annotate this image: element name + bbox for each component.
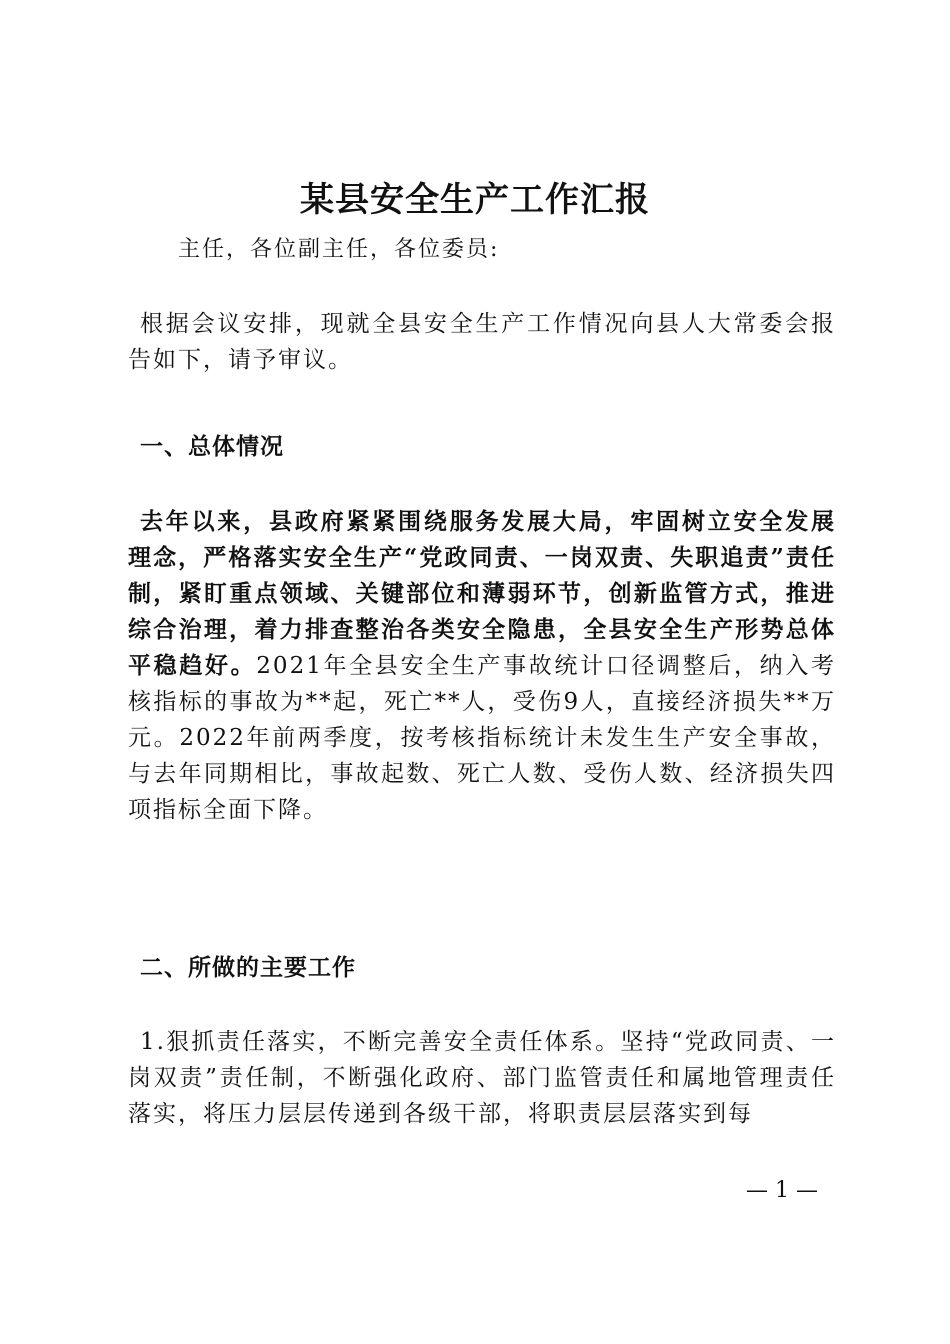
- main-work-paragraph-1: 1.狠抓责任落实，不断完善安全责任体系。坚持“党政同责、一岗双责”责任制，不断强化政府、部门监管责任和属地管理责任落实，将压力层层传递到各级干部，将职责层层落实到每: [128, 1029, 836, 1127]
- overview-bold-text: 去年以来，县政府紧紧围绕服务发展大局，牢固树立安全发展理念，严格落实安全生产“党政同责、一岗双责、失职追责”责任制，紧盯重点领域、关键部位和薄弱环节，创新监管方式，推进综合治理，着力排查整治各类安全隐患，全县安全生产形势总体平稳趋好。: [128, 508, 836, 679]
- page-number: — 1 —: [746, 1178, 818, 1203]
- salutation: 主任，各位副主任，各位委员:: [178, 237, 500, 262]
- document-title: 某县安全生产工作汇报: [300, 180, 650, 220]
- overview-paragraph: [128, 504, 836, 828]
- section-heading-main-work: 二、所做的主要工作: [140, 954, 356, 981]
- intro-paragraph: 根据会议安排，现就全县安全生产工作情况向县人大常委会报告如下，请予审议。: [128, 311, 836, 373]
- overview-normal-text: 2021年全县安全生产事故统计口径调整后，纳入考核指标的事故为**起，死亡**人，受伤9人，直接经济损失**万元。2022年前两季度，按考核指标统计未发生生产安全事故，与去年同期相比，事故起数、死亡人数、受伤人数、经济损失四项指标全面下降。: [128, 653, 836, 823]
- section-heading-overview: 一、总体情况: [140, 433, 284, 460]
